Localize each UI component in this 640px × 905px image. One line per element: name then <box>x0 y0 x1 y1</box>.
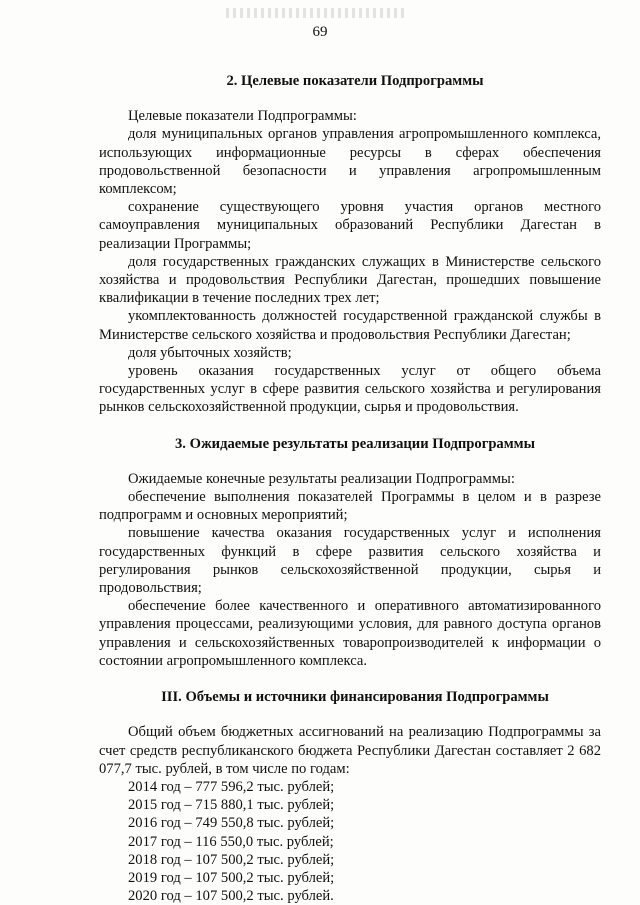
section-iii-title: III. Объемы и источники финансирования Подпрограммы <box>161 689 549 706</box>
page-number: 69 <box>312 24 328 40</box>
funding-year-item: 2019 год – 107 500,2 тыс. рублей; <box>128 869 335 886</box>
section-2-title: 2. Целевые показатели Подпрограммы <box>226 73 484 89</box>
section-3-paragraph: Ожидаемые конечные результаты реализации Подпрограммы: <box>128 470 515 487</box>
section-2-paragraph: доля государственных гражданских служащих в Министерстве сельского хозяйства и продовольствия Республики Дагестан, прошедших повышение квалификации в течение последних трех лет; <box>99 253 601 307</box>
funding-year-item: 2020 год – 107 500,2 тыс. рублей. <box>128 888 334 905</box>
section-3-paragraph: обеспечение выполнения показателей Программы в целом и в разрезе подпрограмм и основных мероприятий; <box>99 489 601 524</box>
funding-year-item: 2014 год – 777 596,2 тыс. рублей; <box>128 778 335 795</box>
funding-by-year-list <box>99 778 601 905</box>
section-2-paragraph: сохранение существующего уровня участия органов местного самоуправления муниципальных образований Республики Дагестан в реализации Программы; <box>99 199 601 252</box>
section-3-paragraph: повышение качества оказания государственных услуг и исполнения государственных функций в сфере развития сельского хозяйства и регулирования рынков сельскохозяйственной продукции, сырья и продовольствия; <box>99 525 601 597</box>
section-2-paragraph: доля убыточных хозяйств; <box>128 344 292 361</box>
section-3-title: 3. Ожидаемые результаты реализации Подпрограммы <box>174 435 536 452</box>
section-2-paragraph: доля муниципальных органов управления агропромышленного комплекса, использующих информационные ресурсы в сферах обеспечения продовольственной безопасности и управления агропромышленным комплексом; <box>99 126 601 198</box>
scan-artifact <box>226 8 406 18</box>
section-2-paragraph: уровень оказания государственных услуг от общего объема государственных услуг в сфере развития сельского хозяйства и регулирования рынков сельскохозяйственной продукции, сырья и продовольствия. <box>99 363 601 416</box>
funding-intro: Общий объем бюджетных ассигнований на реализацию Подпрограммы за счет средств республиканского бюджета Республики Дагестан составляет 2 682 077,7 тыс. рублей, в том числе по годам: <box>99 724 601 777</box>
funding-year-item: 2016 год – 749 550,8 тыс. рублей; <box>128 815 335 832</box>
page-content <box>99 72 601 905</box>
funding-year-item: 2018 год – 107 500,2 тыс. рублей; <box>128 851 335 868</box>
section-2-paragraph: Целевые показатели Подпрограммы: <box>128 108 357 125</box>
section-2-paragraph: укомплектованность должностей государственной гражданской службы в Министерстве сельского хозяйства и продовольствия Республики Дагестан; <box>99 308 601 343</box>
funding-year-item: 2015 год – 715 880,1 тыс. рублей; <box>128 797 335 814</box>
section-3-paragraph: обеспечение более качественного и оперативного автоматизированного управления процессами, реализующими условия, для равного доступа органов управления и сельскохозяйственных товаропроизводителей к информации о состоянии агропромышленного комплекса. <box>99 598 601 669</box>
funding-year-item: 2017 год – 116 550,0 тыс. рублей; <box>128 833 334 850</box>
